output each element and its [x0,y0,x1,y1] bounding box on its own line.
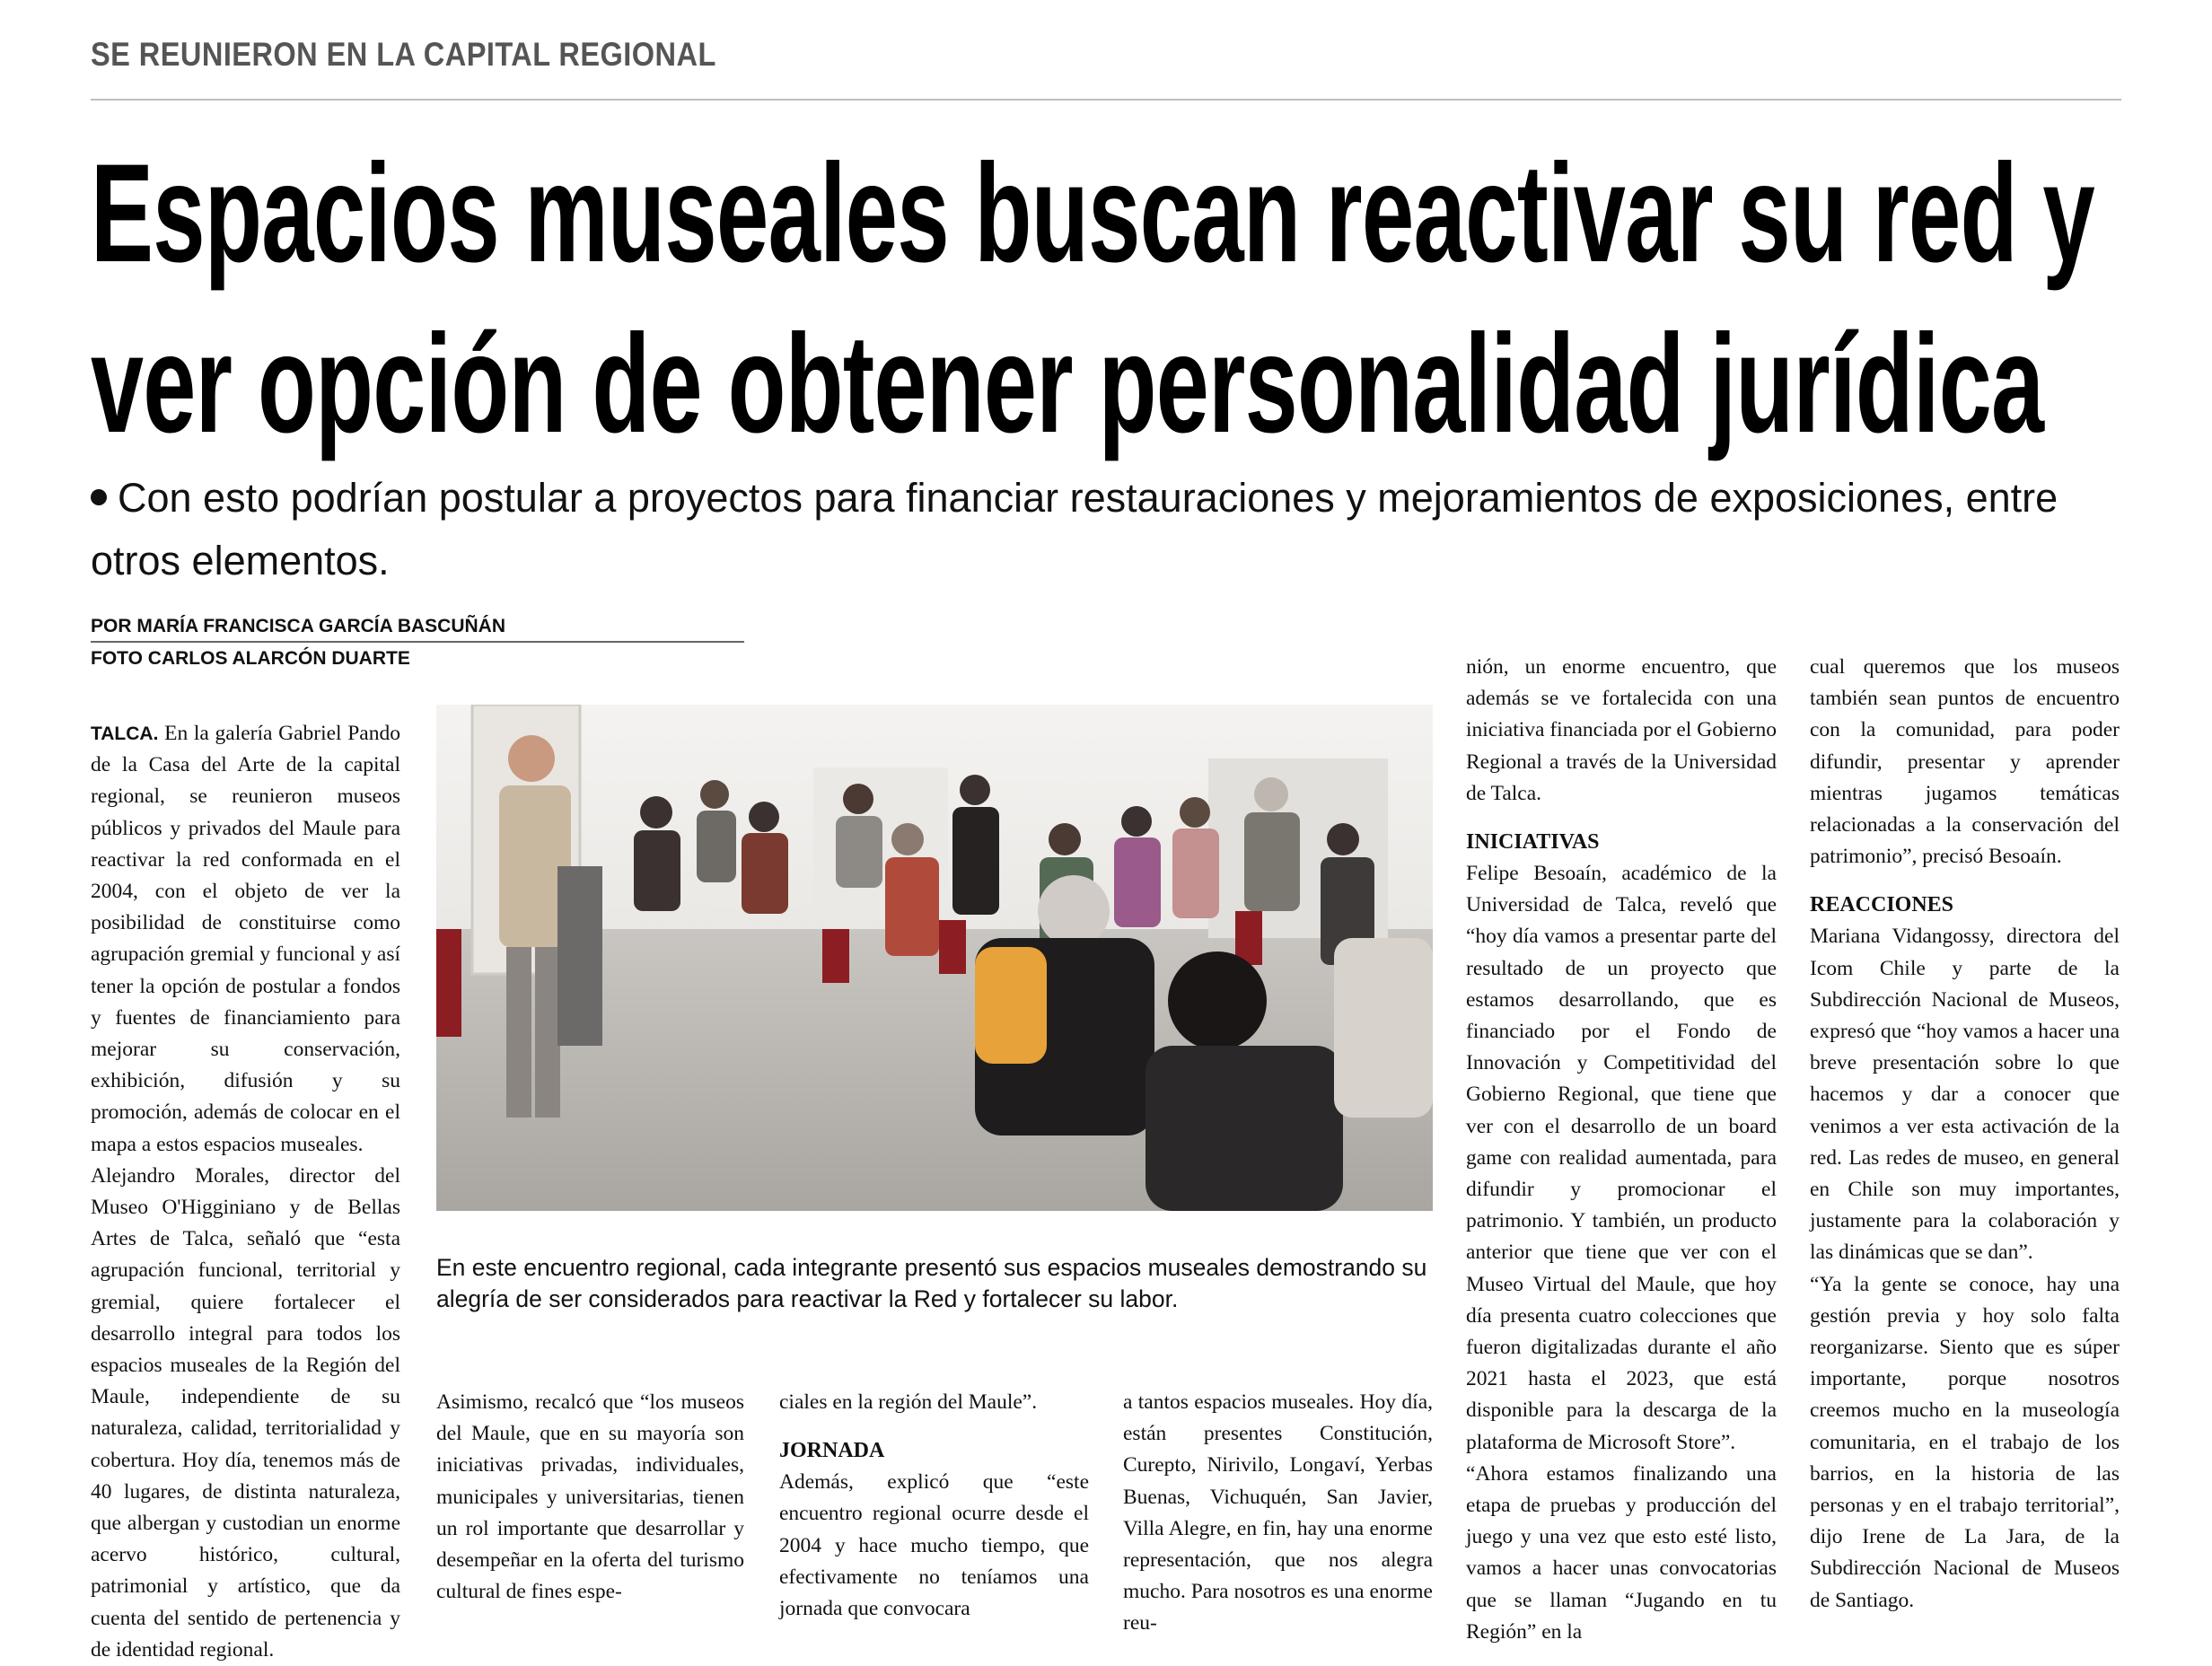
section-heading: REACCIONES [1810,893,1954,917]
paragraph: Además, explicó que “este encuentro regional ocurre desde el 2004 y hace mucho tiempo, que efectivamente no teníamos una jornada que convocara [779,1470,1089,1621]
article-column-6 [1810,652,2120,1617]
article-column-1 [91,718,400,1666]
byline-author: POR MARÍA FRANCISCA GARCÍA BASCUÑÁN [91,616,505,636]
paragraph: cual queremos que los museos también sean puntos de encuentro con la comunidad, para poder difundir, presentar y aprender mientras jugamos temáticas relacionadas a la conservación del patrimonio”, precisó Besoaín. [1810,655,2120,869]
headline-line-1: Espacios museales buscan reactivar su red y [91,136,2095,292]
dateline: TALCA. [91,723,159,744]
section-kicker: SE REUNIERON EN LA CAPITAL REGIONAL [91,36,716,73]
article-photo [436,705,1433,1211]
paragraph: Mariana Vidangossy, directora del Icom Chile y parte de la Subdirección Nacional de Museos, expresó que “hoy vamos a hacer una breve presentación sobre lo que hacemos y dar a conocer que venimos a ver esta activación de la red. Las redes de museo, en general en Chile son muy importantes, justamente para la colaboración y las dinámicas que se dan”. [1810,925,2120,1265]
paragraph: nión, un enorme encuentro, que además se ve fortalecida con una iniciativa financiada por el Gobierno Regional a través de la Universidad de Talca. [1466,655,1777,805]
paragraph: Alejandro Morales, director del Museo O'Higginiano y de Bellas Artes de Talca, señaló que “esta agrupación funcional, territorial y gremial, quiere fortalecer el desarrollo integral para todos los espacios museales de la Región del Maule, independiente de su naturaleza, calidad, territorialidad y cobertura. Hoy día, tenemos más de 40 lugares, de distinta naturaleza, que albergan y custodian un enorme acervo histórico, cultural, patrimonial y artístico, que da cuenta del sentido de pertenencia y de identidad regional. [91,1163,400,1662]
article-column-5 [1466,652,1777,1648]
kicker-divider [91,99,2121,101]
section-heading: JORNADA [779,1439,885,1463]
headline-line-2: ver opción de obtener personalidad jurídica [91,306,2044,462]
paragraph: “Ahora estamos finalizando una etapa de pruebas y producción del juego y una vez que esto esté listo, vamos a hacer unas convocatorias que se llaman “Jugando en tu Región” en la [1466,1461,1777,1644]
paragraph: Asimismo, recalcó que “los museos del Maule, que en su mayoría son iniciativas privadas, individuales, municipales y universitarias, tienen un rol importante que desarrollar y desempeñar en la oferta del turismo cultural de fines espe- [436,1390,744,1604]
meeting-photo-illustration [436,705,1433,1211]
article-column-4 [1123,1387,1433,1640]
subhead-text: Con esto podrían postular a proyectos para financiar restauraciones y mejoramientos de exposiciones, entre otros elementos. [91,475,2058,583]
bullet-icon [91,489,107,505]
paragraph: a tantos espacios museales. Hoy día, están presentes Constitución, Curepto, Nirivilo, Longaví, Yerbas Buenas, Vichuquén, San Javier, Villa Alegre, en fin, hay una enorme representación, que nos alegra mucho. Para nosotros es una enorme reu- [1123,1390,1433,1635]
paragraph: ciales en la región del Maule”. [779,1390,1038,1414]
paragraph: En la galería Gabriel Pando de la Casa del Arte de la capital regional, se reunieron museos públicos y privados del Maule para reactivar la red conformada en el 2004, con el objeto de ver la posibilidad de constituirse como agrupación gremial y funcional y así tener la opción de postular a fondos y fuentes de financiamiento para mejorar su conservación, exhibición, difusión y su promoción, además de colocar en el mapa a estos espacios museales. [91,722,400,1156]
article-column-3 [779,1387,1089,1625]
paragraph: “Ya la gente se conoce, hay una gestión previa y hoy solo falta reorganizarse. Siento que es súper importante, porque nosotros creemos mucho en la museología comunitaria, en el trabajo de los barrios, en la historia de las personas y en el trabajo territorial”, dijo Irene de La Jara, de la Subdirección Nacional de Museos de Santiago. [1810,1272,2120,1612]
paragraph: Felipe Besoaín, académico de la Universidad de Talca, reveló que “hoy día vamos a presentar parte del resultado de un proyecto que estamos desarrollando, que es financiado por el Fondo de Innovación y Competitividad del Gobierno Regional, que tiene que ver con el desarrollo de un board game con realidad aumentada, para difundir y promocionar el patrimonio. Y también, un producto anterior que tiene que ver con el Museo Virtual del Maule, que hoy día presenta cuatro colecciones que fueron digitalizadas durante el año 2021 hasta el 2023, que está disponible para la descarga de la plataforma de Microsoft Store”. [1466,862,1777,1454]
photo-caption: En este encuentro regional, cada integrante presentó sus espacios museales demostrando su alegría de ser considerados para reactivar la Red y fortalecer su labor. [436,1254,1427,1312]
byline-divider [91,641,744,643]
byline-photo: FOTO CARLOS ALARCÓN DUARTE [91,648,410,669]
subhead [91,467,2111,592]
article-column-2 [436,1387,744,1608]
section-heading: INICIATIVAS [1466,830,1600,855]
